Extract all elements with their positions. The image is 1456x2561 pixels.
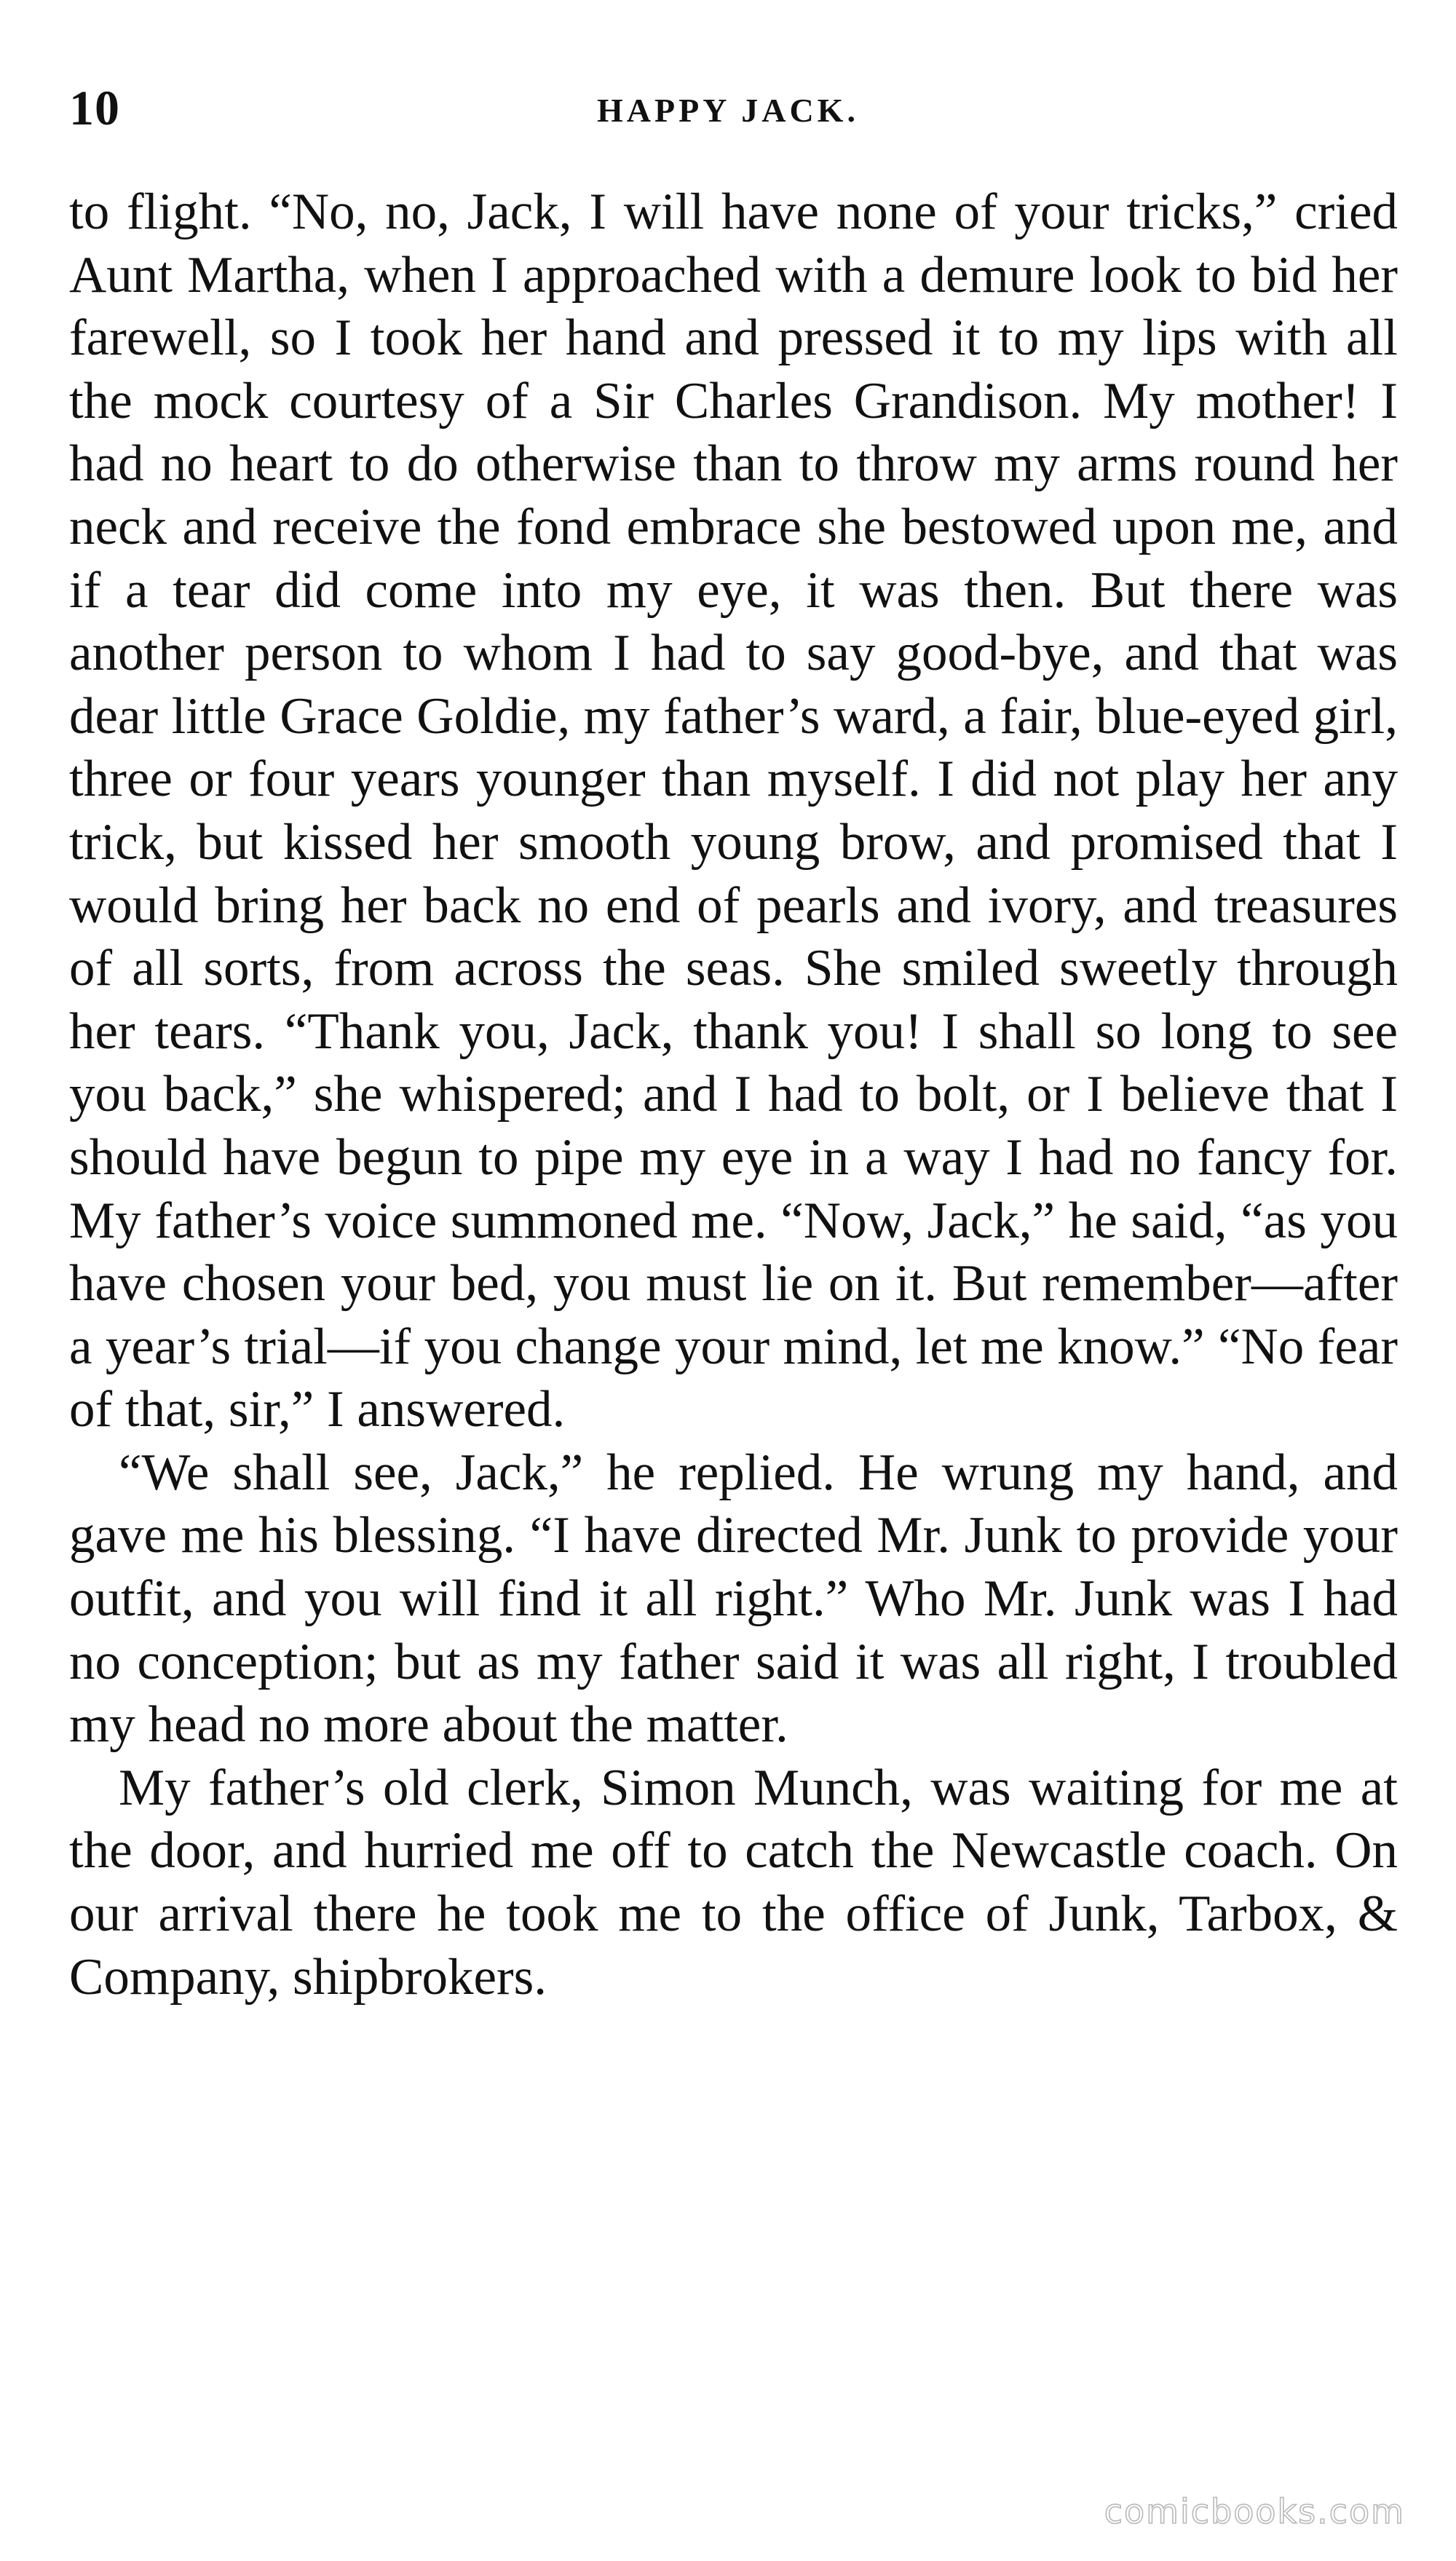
running-head xyxy=(69,79,1387,137)
page-number: 10 xyxy=(69,80,120,135)
paragraph-2: “We shall see, Jack,” he replied. He wrung my hand, and gave me his blessing. “I have directed Mr. Junk to provide your outfit, and you will find it all right.” Who Mr. Junk was I had no conception; but as my father said it was all right, I troubled my head no more about the matter. xyxy=(69,1444,1398,1754)
body-text xyxy=(69,181,1398,2008)
paragraph-3: My father’s old clerk, Simon Munch, was waiting for me at the door, and hurried me off to catch the Newcastle coach. On our arrival there he took me to the office of Junk, Tarbox, & Company, shipbrokers. xyxy=(69,1759,1398,2006)
watermark: comicbooks.com xyxy=(1104,2492,1405,2531)
running-title: HAPPY JACK. xyxy=(597,92,859,129)
paragraph-1: to flight. “No, no, Jack, I will have none of your tricks,” cried Aunt Martha, when I approached with a demure look to bid her farewell, so I took her hand and pressed it to my lips with all the mock courtesy of a Sir Charles Grandison. My mother! I had no heart to do otherwise than to throw my arms round her neck and receive the fond embrace she bestowed upon me, and if a tear did come into my eye, it was then. But there was another person to whom I had to say good-bye, and that was dear little Grace Goldie, my father’s ward, a fair, blue-eyed girl, three or four years younger than myself. I did not play her any trick, but kissed her smooth young brow, and promised that I would bring her back no end of pearls and ivory, and treasures of all sorts, from across the seas. She smiled sweetly through her tears. “Thank you, Jack, thank you! I shall so long to see you back,” she whispered; and I had to bolt, or I believe that I should have begun to pipe my eye in a way I had no fancy for. My father’s voice summoned me. “Now, Jack,” he said, “as you have chosen your bed, you must lie on it. But remember—after a year’s trial—if you change your mind, let me know.” “No fear of that, sir,” I answered. xyxy=(69,183,1398,1438)
